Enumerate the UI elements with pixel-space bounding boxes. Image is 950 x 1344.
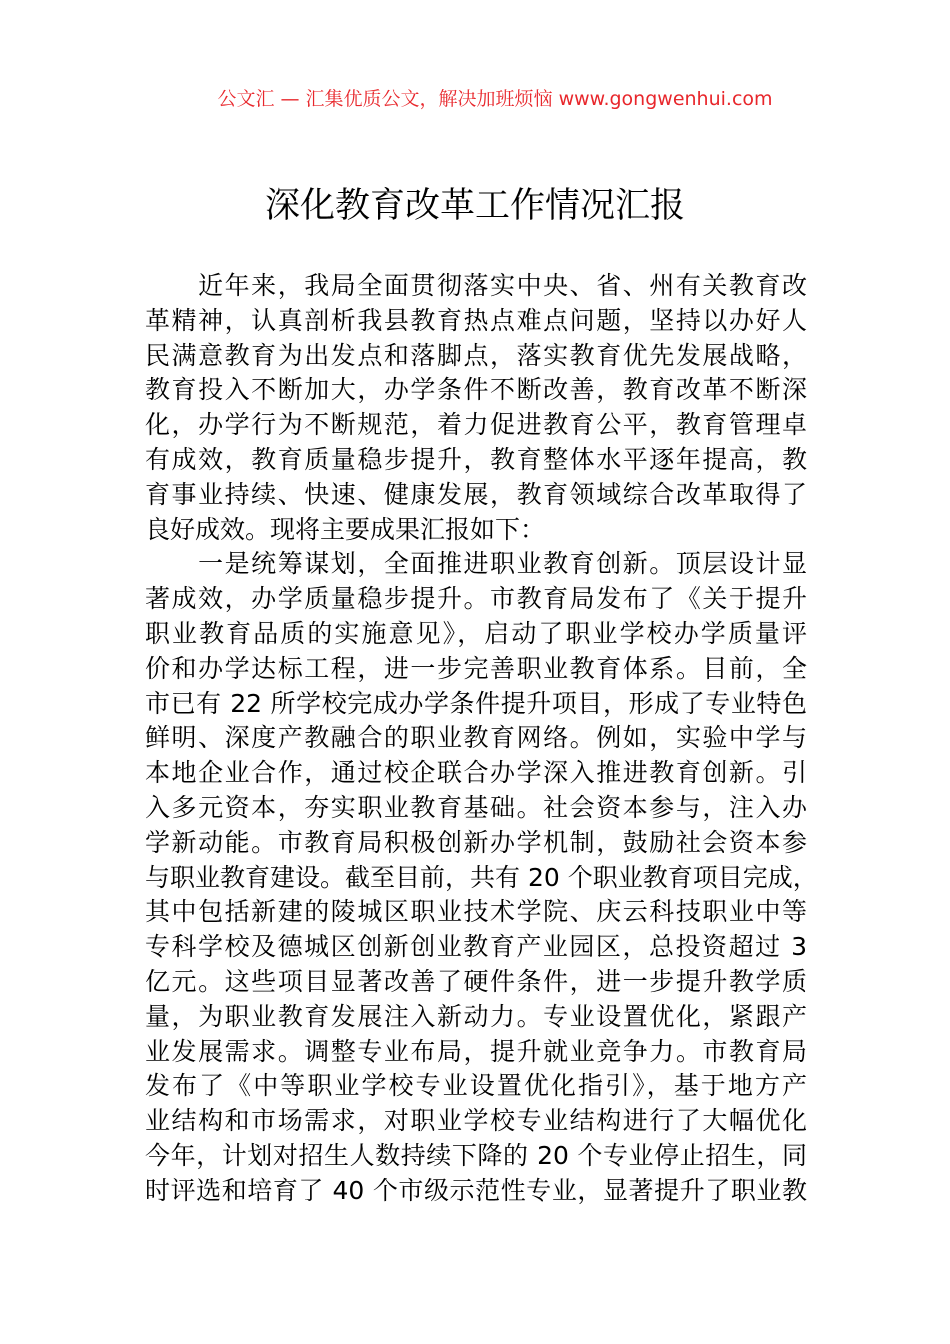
text-line: 化，办学行为不断规范，着力促进教育公平，教育管理卓 [145, 410, 807, 440]
document-body [145, 269, 818, 1209]
text-line: 亿元。这些项目显著改善了硬件条件，进一步提升教学质 [145, 966, 807, 996]
text-line: 民满意教育为出发点和落脚点，落实教育优先发展战略， [145, 340, 807, 370]
text-line: 著成效，办学质量稳步提升。市教育局发布了《关于提升 [145, 584, 807, 614]
text-line: 有成效，教育质量稳步提升，教育整体水平逐年提高，教 [145, 444, 807, 474]
text-line: 近年来，我局全面贯彻落实中央、省、州有关教育改 [145, 271, 807, 300]
document-title: 深化教育改革工作情况汇报 [264, 186, 685, 226]
text-line: 育事业持续、快速、健康发展，教育领域综合改革取得了 [145, 479, 807, 509]
text-line: 今年，计划对招生人数持续下降的 20 个专业停止招生，同 [145, 1140, 807, 1170]
text-line: 专科学校及德城区创新创业教育产业园区，总投资超过 3 [145, 932, 807, 962]
text-line: 量，为职业教育发展注入新动力。专业设置优化，紧跟产 [145, 1001, 807, 1031]
text-line: 职业教育品质的实施意见》，启动了职业学校办学质量评 [145, 618, 807, 648]
text-line: 时评选和培育了 40 个市级示范性专业，显著提升了职业教 [145, 1175, 807, 1205]
text-line: 学新动能。市教育局积极创新办学机制，鼓励社会资本参 [145, 827, 807, 857]
text-line: 入多元资本，夯实职业教育基础。社会资本参与，注入办 [145, 792, 807, 822]
text-line: 一是统筹谋划，全面推进职业教育创新。顶层设计显 [145, 549, 807, 579]
text-line: 与职业教育建设。截至目前，共有 20 个职业教育项目完成， [145, 862, 818, 892]
text-line: 业结构和市场需求，对职业学校专业结构进行了大幅优化 [145, 1106, 807, 1136]
text-line: 本地企业合作，通过校企联合办学深入推进教育创新。引 [145, 758, 807, 788]
text-line: 价和办学达标工程，进一步完善职业教育体系。目前，全 [145, 653, 807, 683]
text-line: 鲜明、深度产教融合的职业教育网络。例如，实验中学与 [145, 723, 807, 753]
text-line: 良好成效。现将主要成果汇报如下： [145, 514, 546, 544]
text-line: 革精神，认真剖析我县教育热点难点问题，坚持以办好人 [145, 305, 807, 335]
text-line: 教育投入不断加大，办学条件不断改善，教育改革不断深 [145, 375, 807, 405]
watermark-header: 公文汇 — 汇集优质公文，解决加班烦恼 www.gongwenhui.com [217, 88, 773, 110]
text-line: 发布了《中等职业学校专业设置优化指引》，基于地方产 [145, 1071, 807, 1101]
text-line: 业发展需求。调整专业布局，提升就业竞争力。市教育局 [145, 1036, 807, 1066]
text-line: 其中包括新建的陵城区职业技术学院、庆云科技职业中等 [145, 897, 807, 927]
text-line: 市已有 22 所学校完成办学条件提升项目，形成了专业特色 [145, 688, 807, 718]
